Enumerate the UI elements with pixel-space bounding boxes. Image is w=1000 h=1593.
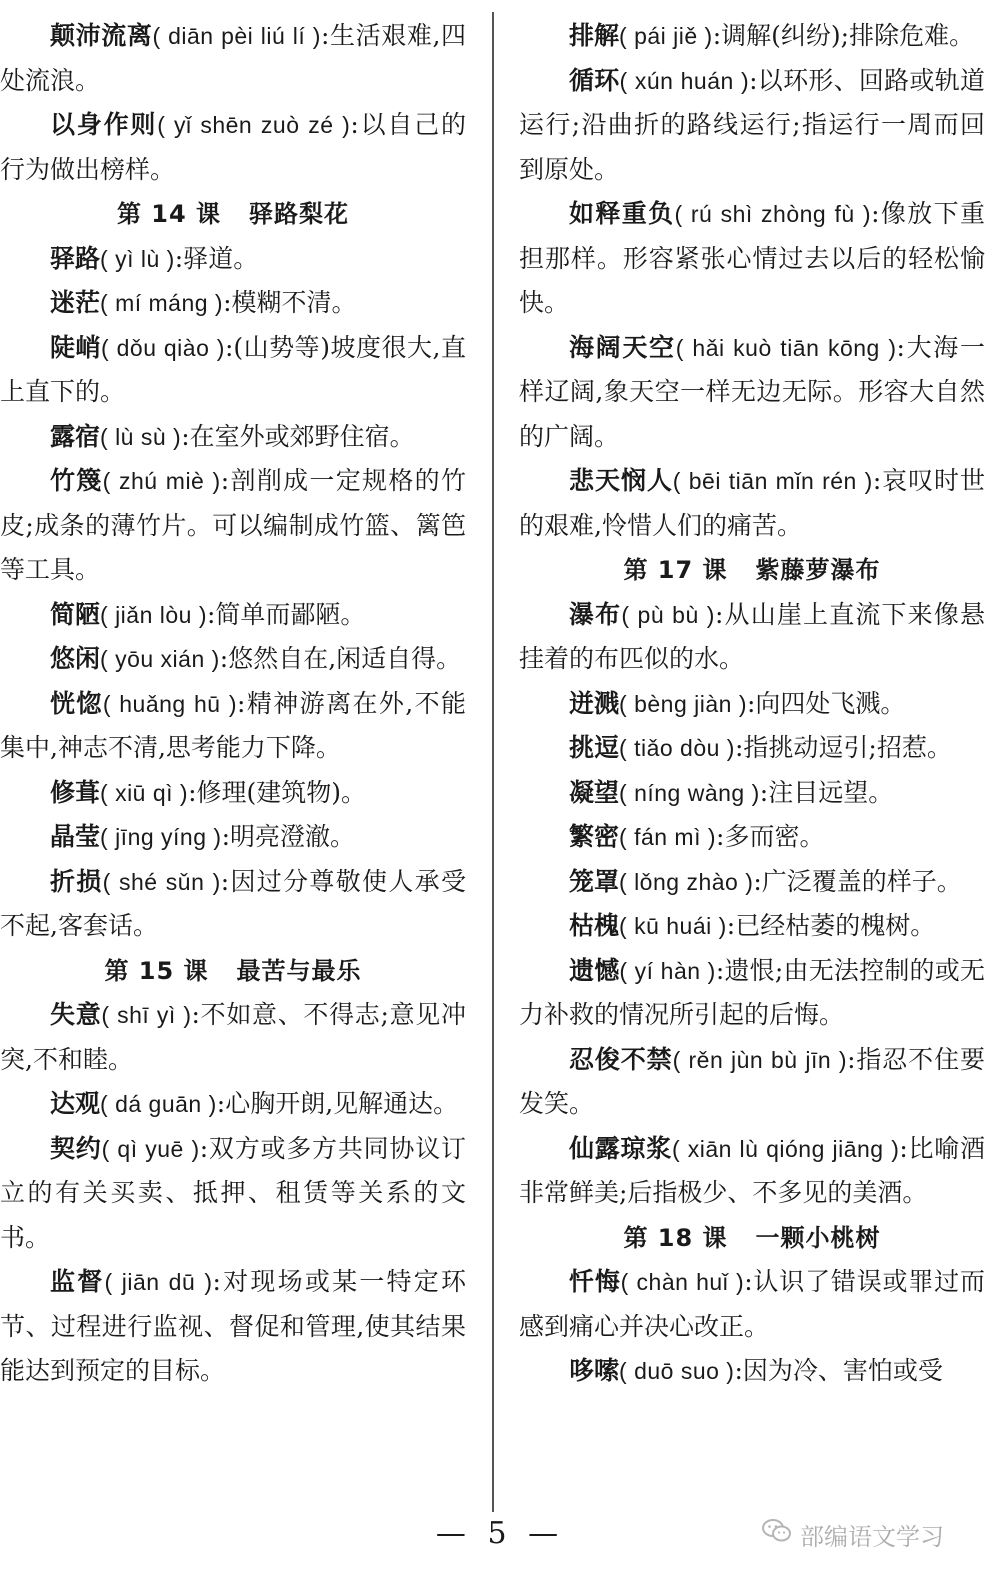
- vocab-pinyin: ( pù bù ): [621, 601, 715, 628]
- vocab-word: 悠闲: [50, 644, 101, 673]
- vocab-pinyin: ( rěn jùn bù jīn ): [672, 1046, 848, 1073]
- vocab-pinyin: ( pái jiě ): [619, 23, 713, 49]
- vocab-word: 以身作则: [50, 110, 158, 139]
- vocab-pinyin: ( shé sǔn ): [102, 868, 221, 895]
- vocab-word: 陡峭: [50, 332, 102, 362]
- vocab-word: 凝望: [569, 777, 620, 807]
- vocab-word: 颠沛流离: [50, 21, 153, 50]
- vocab-definition: :在室外或郊野住宿。: [181, 421, 415, 451]
- vocab-word: 哆嗦: [569, 1356, 620, 1385]
- vocab-entry: [0, 237, 466, 282]
- vocab-definition: :因为冷、害怕或受: [734, 1356, 943, 1385]
- vocab-definition: :遗恨;由无法控制的或无力补救的情况所引起的后悔。: [519, 955, 985, 1029]
- vocab-definition: :以自己的行为做出榜样。: [0, 110, 466, 184]
- vocab-entry: [0, 326, 466, 415]
- vocab-pinyin: ( chàn huǐ ): [620, 1269, 745, 1295]
- lesson-number: 第 14 课: [116, 200, 222, 228]
- vocab-word: 仙露琼浆: [569, 1133, 672, 1163]
- vocab-word: 简陋: [50, 599, 101, 629]
- vocab-entry: [0, 860, 466, 949]
- vocab-word: 驿路: [50, 243, 101, 273]
- vocab-definition: :调解(纠纷);排除危难。: [712, 21, 975, 50]
- vocab-pinyin: ( dǒu qiào ): [101, 334, 225, 361]
- vocab-entry: [519, 59, 985, 193]
- lesson-heading: [519, 548, 985, 593]
- vocab-word: 笼罩: [569, 866, 620, 896]
- vocab-definition: :广泛覆盖的样子。: [753, 866, 962, 896]
- vocab-entry: [0, 1082, 466, 1127]
- vocab-word: 悲天悯人: [569, 466, 673, 495]
- vocab-word: 露宿: [50, 421, 101, 451]
- left-column: [0, 14, 466, 1394]
- vocab-word: 海阔天空: [569, 332, 676, 362]
- vocab-entry: [0, 459, 466, 593]
- vocab-entry: [519, 726, 985, 771]
- vocab-word: 循环: [569, 65, 620, 95]
- lesson-heading: [0, 192, 466, 237]
- vocab-pinyin: ( yǐ shēn zuò zé ): [157, 112, 351, 138]
- vocab-entry: [0, 593, 466, 638]
- vocab-definition: :哀叹时世的艰难,怜惜人们的痛苦。: [519, 466, 985, 540]
- vocab-definition: :以环形、回路或轨道运行;沿曲折的路线运行;指运行一周而回到原处。: [519, 65, 985, 184]
- vocab-definition: :明亮澄澈。: [221, 822, 355, 851]
- vocab-entry: [0, 281, 466, 326]
- vocab-definition: :注目远望。: [759, 777, 894, 807]
- vocab-entry: [0, 1127, 466, 1261]
- vocab-definition: :已经枯萎的槐树。: [726, 911, 936, 940]
- lesson-heading: [0, 949, 466, 994]
- vocab-word: 契约: [50, 1133, 102, 1163]
- vocab-pinyin: ( dá guān ): [100, 1091, 217, 1117]
- vocab-word: 瀑布: [569, 599, 622, 629]
- vocab-pinyin: ( zhú miè ): [102, 468, 221, 494]
- vocab-definition: :简单而鄙陋。: [207, 599, 366, 629]
- vocab-definition: :向四处飞溅。: [746, 688, 906, 718]
- vocab-pinyin: ( rú shì zhòng fù ): [674, 201, 872, 227]
- vocab-definition: :剖削成一定规格的竹皮;成条的薄竹片。可以编制成竹篮、篱笆等工具。: [0, 466, 466, 584]
- vocab-entry: [519, 1260, 985, 1349]
- vocab-definition: :修理(建筑物)。: [188, 777, 367, 807]
- page-number: — 5 —: [435, 1516, 565, 1551]
- vocab-entry: [519, 459, 985, 548]
- vocab-entry: [0, 815, 466, 860]
- vocab-pinyin: ( yì lù ): [100, 245, 175, 272]
- vocab-word: 恍惚: [50, 688, 103, 718]
- lesson-title: 一颗小桃树: [755, 1223, 881, 1252]
- vocab-entry: [0, 1260, 466, 1394]
- vocab-entry: [519, 860, 985, 905]
- vocab-pinyin: ( diān pèi liú lí ): [152, 23, 321, 49]
- column-divider: [492, 12, 494, 1512]
- vocab-pinyin: ( qì yuē ): [101, 1135, 200, 1162]
- vocab-pinyin: ( xún huán ): [619, 67, 750, 94]
- vocab-entry: [519, 326, 985, 460]
- lesson-number: 第 17 课: [623, 556, 728, 584]
- vocab-definition: :从山崖上直流下来像悬挂着的布匹似的水。: [519, 599, 985, 673]
- vocab-entry: [519, 1349, 985, 1394]
- vocab-definition: :精神游离在外,不能集中,神志不清,思考能力下降。: [0, 688, 467, 762]
- vocab-pinyin: ( jiǎn lòu ): [100, 601, 207, 628]
- vocab-pinyin: ( jīng yíng ): [100, 824, 222, 850]
- lesson-title: 紫藤萝瀑布: [755, 556, 881, 584]
- vocab-definition: :悠然自在,闲适自得。: [219, 644, 462, 673]
- vocab-pinyin: ( hǎi kuò tiān kōng ): [675, 334, 897, 361]
- vocab-definition: :(山势等)坡度很大,直上直下的。: [0, 332, 466, 406]
- vocab-word: 修葺: [50, 777, 101, 807]
- vocab-pinyin: ( tiǎo dòu ): [619, 735, 735, 761]
- vocab-definition: :指挑动逗引;招惹。: [734, 733, 952, 762]
- vocab-word: 迸溅: [569, 688, 620, 718]
- vocab-pinyin: ( yōu xián ): [100, 646, 220, 672]
- vocab-entry: [519, 904, 985, 949]
- vocab-pinyin: ( lù sù ): [100, 423, 182, 450]
- vocab-word: 竹篾: [50, 466, 103, 495]
- vocab-entry: [519, 1038, 985, 1127]
- vocab-pinyin: ( xiān lù qióng jiāng ): [671, 1135, 900, 1162]
- vocab-entry: [519, 192, 985, 326]
- vocab-definition: :因过分尊敬使人承受不起,客套话。: [0, 866, 466, 940]
- vocab-definition: :对现场或某一特定环节、过程进行监视、督促和管理,使其结果能达到预定的目标。: [0, 1267, 466, 1385]
- vocab-word: 失意: [50, 1000, 102, 1029]
- vocab-word: 繁密: [569, 822, 620, 851]
- vocab-pinyin: ( fán mì ): [619, 824, 717, 850]
- vocab-word: 挑逗: [569, 733, 620, 762]
- vocab-definition: :指忍不住要发笑。: [519, 1044, 985, 1118]
- lesson-title: 驿路梨花: [249, 200, 350, 228]
- vocab-definition: :心胸开朗,见解通达。: [216, 1089, 459, 1118]
- vocab-word: 折损: [50, 866, 103, 896]
- vocab-entry: [519, 949, 985, 1038]
- vocab-pinyin: ( huǎng hū ): [102, 690, 238, 717]
- vocab-word: 迷茫: [50, 288, 101, 317]
- vocab-pinyin: ( lǒng zhào ): [619, 868, 754, 895]
- vocab-entry: [519, 14, 985, 59]
- vocab-word: 达观: [50, 1089, 101, 1118]
- lesson-title: 最苦与最乐: [236, 956, 362, 985]
- lesson-number: 第 15 课: [104, 956, 209, 985]
- vocab-word: 枯槐: [569, 911, 620, 940]
- vocab-pinyin: ( xiū qì ): [100, 779, 189, 806]
- vocab-entry: [0, 771, 466, 816]
- right-column: [519, 14, 985, 1394]
- vocab-entry: [0, 103, 466, 192]
- wechat-icon: [762, 1518, 792, 1550]
- vocab-word: 忍俊不禁: [569, 1044, 673, 1074]
- vocab-definition: :驿道。: [174, 243, 259, 273]
- vocab-pinyin: ( duō suo ): [619, 1358, 735, 1384]
- vocab-pinyin: ( bèng jiàn ): [619, 690, 747, 717]
- vocab-pinyin: ( mí máng ): [100, 290, 224, 316]
- vocab-definition: :双方或多方共同协议订立的有关买卖、抵押、租赁等关系的文书。: [0, 1133, 466, 1252]
- vocab-entry: [519, 1127, 985, 1216]
- vocab-entry: [519, 771, 985, 816]
- vocab-pinyin: ( bēi tiān mǐn rén ): [672, 468, 873, 494]
- vocab-definition: :认识了错误或罪过而感到痛心并决心改正。: [519, 1267, 985, 1341]
- vocab-pinyin: ( yí hàn ): [619, 957, 716, 984]
- vocab-word: 晶莹: [50, 822, 101, 851]
- vocab-pinyin: ( shī yì ): [101, 1002, 192, 1028]
- vocab-word: 忏悔: [569, 1267, 621, 1296]
- vocab-entry: [519, 593, 985, 682]
- vocab-word: 如释重负: [569, 199, 675, 228]
- vocab-entry: [0, 415, 466, 460]
- vocab-entry: [0, 993, 466, 1082]
- watermark-text: 部编语文学习: [800, 1522, 944, 1551]
- vocab-entry: [0, 14, 466, 103]
- vocab-word: 排解: [569, 21, 620, 50]
- watermark: [762, 1514, 944, 1554]
- vocab-entry: [0, 637, 466, 682]
- lesson-number: 第 18 课: [623, 1223, 728, 1252]
- vocab-definition: :生活艰难,四处流浪。: [0, 21, 466, 95]
- lesson-heading: [519, 1216, 985, 1261]
- vocab-word: 遗憾: [569, 955, 620, 985]
- vocab-word: 监督: [50, 1267, 105, 1296]
- vocab-definition: :不如意、不得志;意见冲突,不和睦。: [0, 1000, 466, 1074]
- vocab-pinyin: ( kū huái ): [619, 913, 727, 939]
- vocab-entry: [519, 682, 985, 727]
- vocab-definition: :像放下重担那样。形容紧张心情过去以后的轻松愉快。: [519, 199, 985, 317]
- vocab-pinyin: ( níng wàng ): [619, 779, 760, 806]
- vocab-definition: :模糊不清。: [223, 288, 357, 317]
- vocab-definition: :多而密。: [716, 822, 825, 851]
- vocab-definition: :比喻酒非常鲜美;后指极少、不多见的美酒。: [519, 1133, 985, 1207]
- vocab-entry: [0, 682, 466, 771]
- vocab-definition: :大海一样辽阔,象天空一样无边无际。形容大自然的广阔。: [519, 332, 985, 451]
- vocab-pinyin: ( jiān dū ): [104, 1269, 213, 1295]
- vocab-entry: [519, 815, 985, 860]
